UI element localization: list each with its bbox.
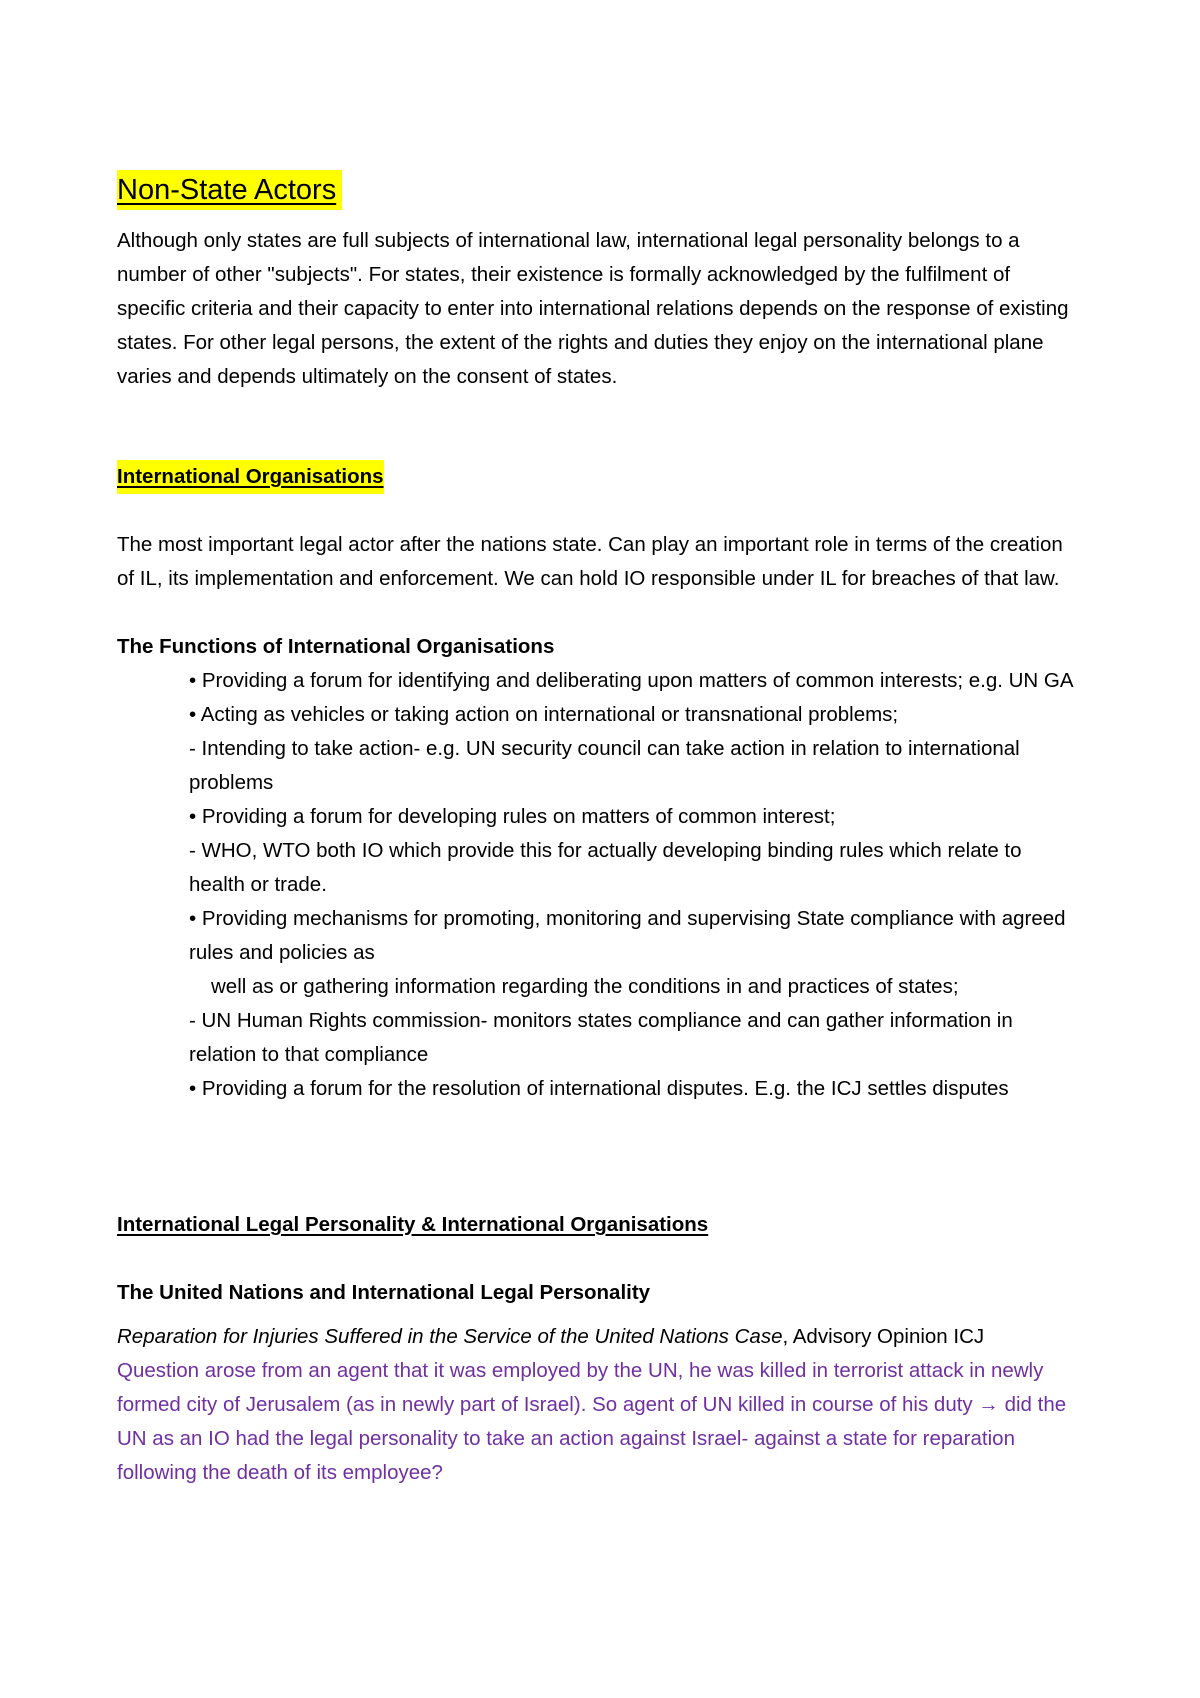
- case-discussion-text-1: Question arose from an agent that it was employed by the UN, he was killed in terrorist attack in newly formed city of Jerusalem (as in newly part of Israel). So agent of UN killed in course of his duty: [117, 1359, 1044, 1416]
- list-item: well as or gathering information regarding the conditions in and practices of states;: [211, 975, 959, 998]
- case-name: Reparation for Injuries Suffered in the Service of the United Nations Case: [117, 1325, 783, 1348]
- intro-paragraph: Although only states are full subjects of international law, international legal personality belongs to a number of other "subjects". For states, their existence is formally acknowledged by the fulfilment of specific criteria and their capacity to enter into international relations depends on the response of existing states. For other legal persons, the extent of the rights and duties they enjoy on the international plane varies and depends ultimately on the consent of states.: [117, 229, 1069, 388]
- list-item: - UN Human Rights commission- monitors states compliance and can gather information in relation to that compliance: [189, 1009, 1013, 1066]
- list-item: - WHO, WTO both IO which provide this for actually developing binding rules which relate to health or trade.: [189, 839, 1022, 896]
- case-discussion-text-2: did the UN as an IO had the legal personality to take an action against Israel- against a state for reparation following the death of its employee?: [117, 1393, 1067, 1484]
- list-item: • Providing a forum for developing rules on matters of common interest;: [189, 805, 836, 828]
- case-discussion: [117, 1354, 1077, 1490]
- case-citation: [117, 1320, 1077, 1354]
- section-heading-international-organisations: International Organisations: [117, 460, 384, 494]
- document-content: [117, 170, 1077, 1490]
- section-legal-personality: [117, 1208, 1077, 1490]
- case-citation-suffix: , Advisory Opinion ICJ: [782, 1325, 985, 1348]
- un-legal-personality-subheading: The United Nations and International Legal Personality: [117, 1281, 651, 1304]
- list-item: • Acting as vehicles or taking action on international or transnational problems;: [189, 703, 899, 726]
- functions-heading: The Functions of International Organisations: [117, 635, 555, 658]
- section-heading-legal-personality: International Legal Personality & International Organisations: [117, 1213, 709, 1236]
- document-title: Non-State Actors: [117, 170, 342, 210]
- list-item: • Providing a forum for the resolution of international disputes. E.g. the ICJ settles disputes: [189, 1077, 1009, 1100]
- list-item: - Intending to take action- e.g. UN security council can take action in relation to international problems: [189, 737, 1020, 794]
- list-item: • Providing mechanisms for promoting, monitoring and supervising State compliance with agreed rules and policies as: [189, 907, 1066, 964]
- functions-list: [117, 664, 1077, 1106]
- list-item: • Providing a forum for identifying and deliberating upon matters of common interests; e.g. UN GA: [189, 669, 1074, 692]
- io-paragraph: The most important legal actor after the nations state. Can play an important role in terms of the creation of IL, its implementation and enforcement. We can hold IO responsible under IL for breaches of that law.: [117, 533, 1063, 590]
- section-international-organisations: [117, 460, 1077, 1106]
- arrow-right-icon: →: [978, 1393, 999, 1416]
